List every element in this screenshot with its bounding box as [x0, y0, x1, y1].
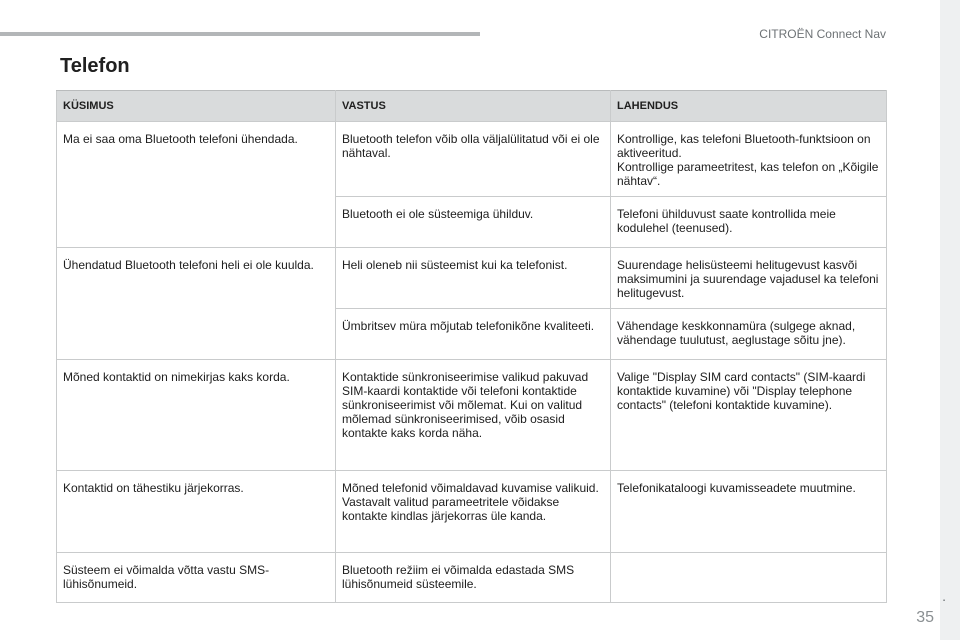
faq-table — [56, 90, 887, 603]
solution-cell — [611, 309, 887, 360]
solution-line: Valige "Display SIM card contacts" (SIM-kaardi kontaktide kuvamine) või "Display telephone contacts" (telefoni kontaktide kuvamine). — [617, 370, 866, 412]
question-cell: Mõned kontaktid on nimekirjas kaks korda. — [57, 360, 336, 471]
question-cell: Süsteem ei võimalda võtta vastu SMS-lühisõnumeid. — [57, 553, 336, 603]
answer-cell: Ümbritsev müra mõjutab telefonikõne kvaliteeti. — [336, 309, 611, 360]
solution-cell — [611, 471, 887, 553]
table-row — [57, 122, 887, 197]
column-header-answer: VASTUS — [336, 91, 611, 122]
question-cell: Ma ei saa oma Bluetooth telefoni ühendada. — [57, 122, 336, 248]
table-row — [57, 553, 887, 603]
answer-cell: Bluetooth telefon võib olla väljalülitatud või ei ole nähtaval. — [336, 122, 611, 197]
column-header-question: KÜSIMUS — [57, 91, 336, 122]
solution-cell — [611, 360, 887, 471]
table-header-row — [57, 91, 887, 122]
header-rule — [0, 32, 480, 36]
solution-line: Telefoni ühilduvust saate kontrollida meie kodulehel (teenused). — [617, 207, 836, 235]
page-number: 35 — [916, 609, 934, 626]
page-title: Telefon — [60, 55, 130, 77]
brand-label: CITROËN Connect Nav — [759, 27, 886, 41]
table-row — [57, 471, 887, 553]
table-row — [57, 248, 887, 309]
column-header-solution: LAHENDUS — [611, 91, 887, 122]
answer-cell: Heli oleneb nii süsteemist kui ka telefonist. — [336, 248, 611, 309]
answer-cell: Bluetooth ei ole süsteemiga ühilduv. — [336, 197, 611, 248]
answer-cell: Kontaktide sünkroniseerimise valikud pakuvad SIM-kaardi kontaktide või telefoni kontaktide sünkroniseerimist või mõlemat. Kui on valitud mõlemad sünkroniseerimised, võib osasid kontakte kaks korda näha. — [336, 360, 611, 471]
answer-cell: Mõned telefonid võimaldavad kuvamise valikuid. Vastavalt valitud parameetritele võidakse kontakte kindlas järjekorras üle kanda. — [336, 471, 611, 553]
solution-cell — [611, 553, 887, 603]
solution-cell — [611, 248, 887, 309]
solution-line: Telefonikataloogi kuvamisseadete muutmine. — [617, 481, 856, 495]
side-strip — [940, 0, 960, 640]
question-cell: Kontaktid on tähestiku järjekorras. — [57, 471, 336, 553]
solution-line: Kontrollige, kas telefoni Bluetooth-funktsioon on aktiveeritud. — [617, 132, 871, 160]
solution-line: Vähendage keskkonnamüra (sulgege aknad, vähendage tuulutust, aeglustage sõitu jne). — [617, 319, 856, 347]
solution-cell — [611, 197, 887, 248]
table-row — [57, 360, 887, 471]
answer-cell: Bluetooth režiim ei võimalda edastada SMS lühisõnumeid süsteemile. — [336, 553, 611, 603]
solution-line: Kontrollige parameetritest, kas telefon on „Kõigile nähtav“. — [617, 160, 879, 188]
side-marker: . — [942, 588, 946, 604]
solution-line: Suurendage helisüsteemi helitugevust kasvõi maksimumini ja suurendage vajadusel ka telefoni helitugevust. — [617, 258, 879, 300]
question-cell: Ühendatud Bluetooth telefoni heli ei ole kuulda. — [57, 248, 336, 360]
solution-cell — [611, 122, 887, 197]
